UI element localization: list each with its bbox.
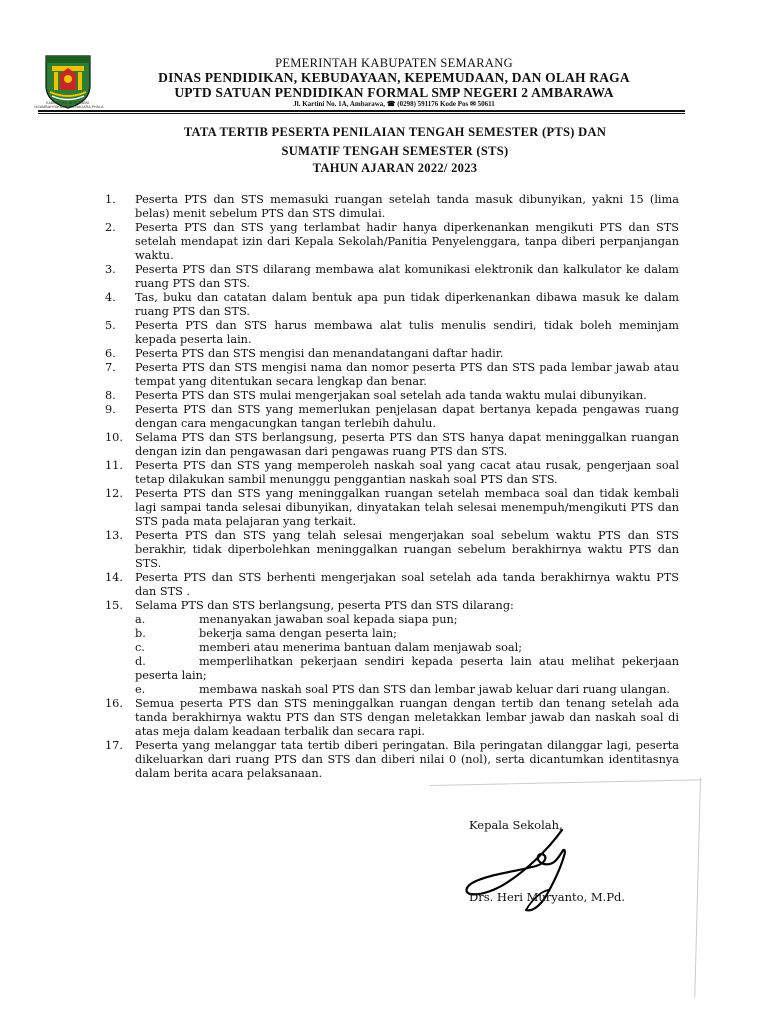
sub-letter: b.	[135, 627, 146, 640]
rule-text: Peserta PTS dan STS yang memerlukan penjelasan dapat bertanya kepada pengawas ruang dengan cara mengacungkan tangan terlebih dahulu.	[135, 403, 679, 430]
rule-text: Semua peserta PTS dan STS meninggalkan ruangan dengan tertib dan tenang setelah ada tanda berakhirnya waktu PTS dan STS dengan meletakkan lembar jawab dan naskah soal di atas meja dalam keadaan terbalik dan secara rapi.	[135, 697, 679, 738]
rule-text: Peserta yang melanggar tata tertib diberi peringatan. Bila peringatan dilanggar lagi, peserta dikeluarkan dari ruang PTS dan STS dan diberi nilai 0 (nol), serta dicantumkan identitasnya dalam berita acara pelaksanaan.	[135, 739, 679, 780]
sub-text: menanyakan jawaban soal kepada siapa pun;	[199, 613, 458, 626]
document-title-line2: SUMATIF TENGAH SEMESTER (STS)	[281, 144, 509, 158]
scan-border-right	[694, 778, 701, 998]
signatory-title: Kepala Sekolah,	[469, 818, 563, 832]
sub-text: membawa naskah soal PTS dan STS dan lembar jawab keluar dari ruang ulangan.	[199, 683, 670, 696]
rule-text: Tas, buku dan catatan dalam bentuk apa pun tidak diperkenankan dibawa masuk ke dalam ruang PTS dan STS.	[135, 291, 679, 318]
rule-item	[105, 431, 679, 459]
document-title-year: TAHUN AJARAN 2022/ 2023	[312, 161, 478, 175]
rule-item	[105, 221, 679, 263]
rule-number: 9.	[105, 403, 116, 416]
rule-text: Peserta PTS dan STS dilarang membawa alat komunikasi elektronik dan kalkulator ke dalam ruang PTS dan STS.	[135, 263, 679, 290]
rule-number: 7.	[105, 361, 116, 374]
rule-item	[105, 459, 679, 487]
sub-text: memperlihatkan pekerjaan sendiri kepada peserta lain atau melihat pekerjaan peserta lain;	[135, 655, 679, 682]
signatory-name: Drs. Heri Muryanto, M.Pd.	[469, 890, 626, 904]
rule-item	[105, 487, 679, 529]
rule-number: 11.	[105, 459, 123, 472]
rule-number: 8.	[105, 389, 116, 402]
prohibited-action	[135, 613, 679, 627]
rule-number: 16.	[105, 697, 123, 710]
rules-list	[105, 193, 679, 781]
rule-number: 10.	[105, 431, 123, 444]
prohibited-action	[135, 683, 679, 697]
sub-letter: d.	[135, 655, 146, 668]
rule-number: 1.	[105, 193, 116, 206]
rule-text: Selama PTS dan STS berlangsung, peserta PTS dan STS dilarang:	[135, 599, 514, 612]
rule-text: Peserta PTS dan STS berhenti mengerjakan soal setelah ada tanda berakhirnya waktu PTS dan STS .	[135, 571, 679, 598]
rule-item	[105, 263, 679, 291]
rule-item	[105, 599, 679, 697]
letterhead-rule-thin	[38, 113, 685, 114]
sub-text: bekerja sama dengan peserta lain;	[199, 627, 397, 640]
rule-number: 2.	[105, 221, 116, 234]
rule-text: Peserta PTS dan STS mulai mengerjakan soal setelah ada tanda waktu mulai dibunyikan.	[135, 389, 647, 402]
rule-item	[105, 193, 679, 221]
header-address: Jl. Kartini No. 1A, Ambarawa, ☎ (0298) 591176 Kode Pos ✉ 50611	[293, 100, 495, 108]
rule-item	[105, 291, 679, 319]
rule-item	[105, 347, 679, 361]
sub-letter: e.	[135, 683, 146, 696]
prohibited-action	[135, 655, 679, 683]
rule-number: 12.	[105, 487, 123, 500]
prohibited-action	[135, 641, 679, 655]
header-government: PEMERINTAH KABUPATEN SEMARANG	[275, 56, 513, 70]
rule-number: 15.	[105, 599, 123, 612]
sub-text: memberi atau menerima bantuan dalam menjawab soal;	[199, 641, 523, 654]
rule-text: Selama PTS dan STS berlangsung, peserta PTS dan STS hanya dapat meninggalkan ruangan dengan izin dan pengawasan dari pengawas ruang PTS dan STS.	[135, 431, 679, 458]
header-school: UPTD SATUAN PENDIDIKAN FORMAL SMP NEGERI 2 AMBARAWA	[174, 85, 614, 100]
rule-number: 5.	[105, 319, 116, 332]
rule-text: Peserta PTS dan STS yang terlambat hadir hanya diperkenankan mengikuti PTS dan STS setelah mendapat izin dari Kepala Sekolah/Panitia Penyelenggara, tanpa diberi perpanjangan waktu.	[135, 221, 679, 262]
rule-item	[105, 319, 679, 347]
rule-text: Peserta PTS dan STS yang memperoleh naskah soal yang cacat atau rusak, pengerjaan soal tetap dilakukan sambil menunggu penggantian naskah soal PTS dan STS.	[135, 459, 679, 486]
rule-item	[105, 389, 679, 403]
rule-number: 4.	[105, 291, 116, 304]
rule-number: 17.	[105, 739, 123, 752]
rule-item	[105, 739, 679, 781]
rule-item	[105, 697, 679, 739]
sub-letter: c.	[135, 641, 145, 654]
rule-number: 14.	[105, 571, 123, 584]
rule-item	[105, 403, 679, 431]
rule-text: Peserta PTS dan STS mengisi dan menandatangani daftar hadir.	[135, 347, 504, 360]
rule-item	[105, 361, 679, 389]
header-department: DINAS PENDIDIKAN, KEBUDAYAAN, KEPEMUDAAN, DAN OLAH RAGA	[158, 70, 630, 85]
rule-number: 6.	[105, 347, 116, 360]
rule-item	[105, 571, 679, 599]
rule-text: Peserta PTS dan STS yang telah selesai mengerjakan soal sebelum waktu PTS dan STS berakhir, tidak diperbolehkan meninggalkan ruangan sebelum berakhirnya waktu PTS dan STS.	[135, 529, 679, 570]
logo-caption: KABUPATEN SEMARANG · NGAMBAHYAKMI KUTA NAGARA PHALA	[34, 101, 104, 109]
rule-item	[105, 529, 679, 571]
prohibited-actions-list	[135, 613, 679, 697]
letterhead-rule-thick	[38, 110, 685, 112]
rule-number: 13.	[105, 529, 123, 542]
rule-text: Peserta PTS dan STS mengisi nama dan nomor peserta PTS dan STS pada lembar jawab atau tempat yang ditentukan secara lengkap dan benar.	[135, 361, 679, 388]
rule-text: Peserta PTS dan STS yang meninggalkan ruangan setelah membaca soal dan tidak kembali lagi sampai tanda selesai dibunyikan, dinyatakan telah selesai menempuh/mengikuti PTS dan STS pada mata pelajaran yang terkait.	[135, 487, 679, 528]
sub-letter: a.	[135, 613, 146, 626]
rule-text: Peserta PTS dan STS harus membawa alat tulis menulis sendiri, tidak boleh meminjam kepada peserta lain.	[135, 319, 679, 346]
handwritten-signature	[462, 812, 612, 922]
rule-text: Peserta PTS dan STS memasuki ruangan setelah tanda masuk dibunyikan, yakni 15 (lima belas) menit sebelum PTS dan STS dimulai.	[135, 193, 679, 220]
prohibited-action	[135, 627, 679, 641]
rule-number: 3.	[105, 263, 116, 276]
document-title-line1: TATA TERTIB PESERTA PENILAIAN TENGAH SEMESTER (PTS) DAN	[183, 125, 607, 139]
